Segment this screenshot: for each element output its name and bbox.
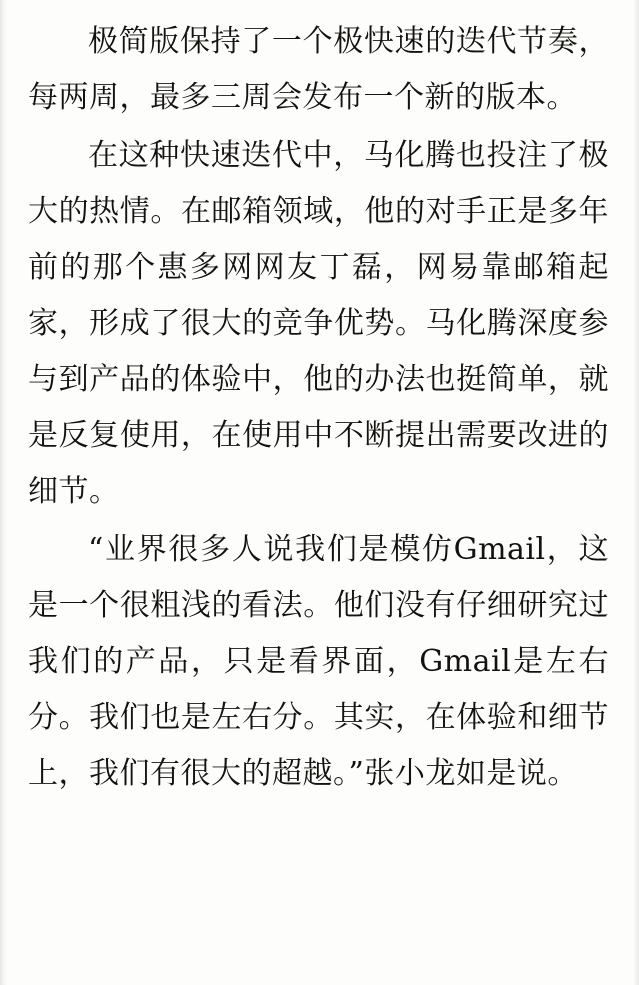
paragraph-2: 在这种快速迭代中，马化腾也投注了极大的热情。在邮箱领域，他的对手正是多年前的那个惠多网网友丁磊，网易靠邮箱起家，形成了很大的竞争优势。马化腾深度参与到产品的体验中，他的办法也挺简单，就是反复使用，在使用中不断提出需要改进的细节。 [28, 138, 609, 509]
paragraph-3-quote: “业界很多人说我们是模仿Gmail，这是一个很粗浅的看法。他们没有仔细研究过我们的产品，只是看界面，Gmail是左右分。我们也是左右分。其实，在体验和细节上，我们有很大的超越。”张小龙如是说。 [28, 532, 609, 791]
paragraph-1: 极简版保持了一个极快速的迭代节奏，每两周，最多三周会发布一个新的版本。 [28, 24, 609, 115]
page-right-edge-shadow [633, 0, 639, 985]
page-body-text [28, 14, 609, 802]
page-left-edge-shadow [0, 0, 7, 985]
